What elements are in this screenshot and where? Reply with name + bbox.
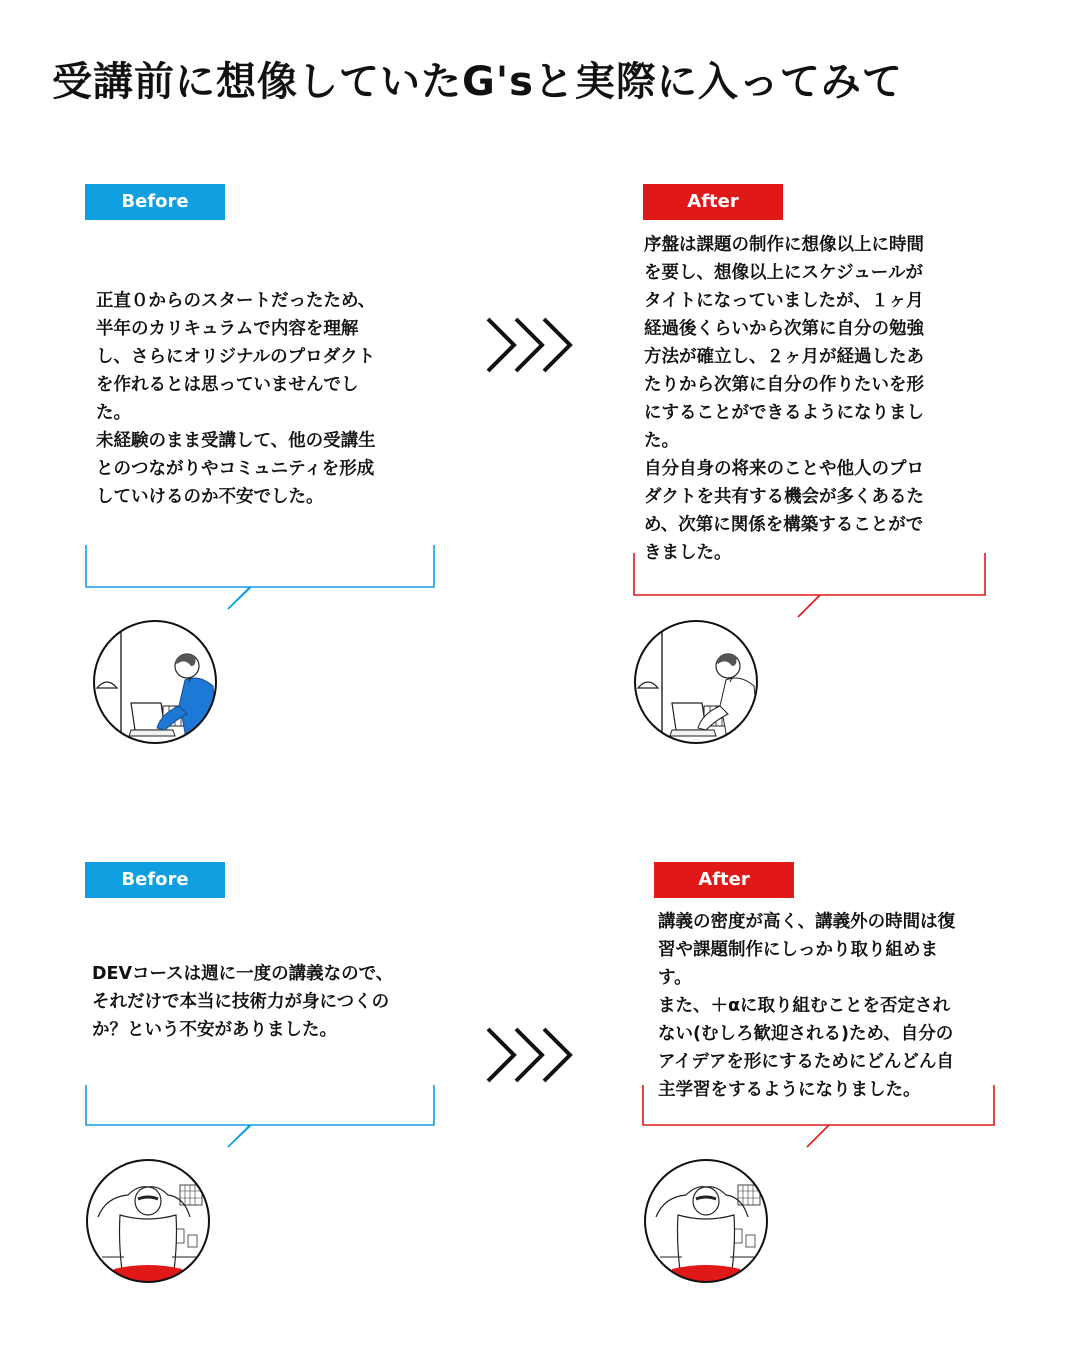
before-text: DEVコースは週に一度の講義なので、 それだけで本当に技術力が身につくの か？という不安がありました。: [92, 964, 394, 1040]
after-speech-bracket: [637, 1080, 1002, 1155]
relaxing-person-illustration: [84, 1157, 212, 1285]
after-text: 講義の密度が高く、講義外の時間は復 習や課題制作にしっかり取り組めま す。 また、＋αに取り組むことを否定され ない(むしろ歓迎される)ため、自分の アイデアを形にするためにどんどん自 主学習をするようになりました。: [658, 912, 956, 1100]
after-speech-bracket: [628, 548, 993, 623]
before-tag: Before: [85, 184, 225, 220]
before-speech-bracket: [80, 540, 442, 615]
before-text: 正直０からのスタートだったため、 半年のカリキュラムで内容を理解 し、さらにオリジナルのプロダクト を作れるとは思っていませんでし た。 未経験のまま受講して、他の受講生 とのつながりやコミュニティを形成 していけるのか不安でした。: [96, 291, 376, 507]
after-tag: After: [643, 184, 783, 220]
triple-chevron-right-icon: [484, 1025, 582, 1085]
typing-person-illustration: [91, 618, 219, 746]
relaxing-person-illustration: [642, 1157, 770, 1285]
before-speech-bracket: [80, 1080, 442, 1155]
page-title: 受講前に想像していたG'sと実際に入ってみて: [52, 59, 903, 105]
triple-chevron-right-icon: [484, 315, 582, 375]
typing-person-illustration: [632, 618, 760, 746]
after-text: 序盤は課題の制作に想像以上に時間 を要し、想像以上にスケジュールが タイトになっていましたが、１ヶ月 経過後くらいから次第に自分の勉強 方法が確立し、２ヶ月が経過したあ たりから次第に自分の作りたいを形 にすることができるようになりまし た。 自分自身の将来のことや他人のプロ ダクトを共有する機会が多くあるた め、次第に関係を構築することがで きました。: [644, 235, 924, 563]
before-tag: Before: [85, 862, 225, 898]
after-tag: After: [654, 862, 794, 898]
